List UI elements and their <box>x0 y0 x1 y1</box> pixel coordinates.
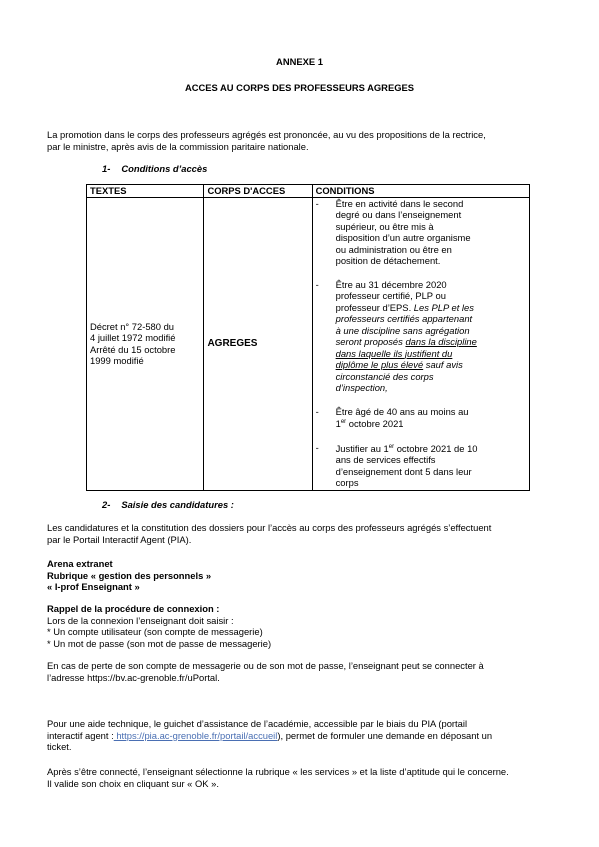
condition-line: disposition d’un autre organisme <box>335 232 471 243</box>
condition-item-services <box>316 442 526 489</box>
condition-item-activite <box>316 198 526 267</box>
cell-conditions <box>312 197 529 490</box>
condition-item-age <box>316 406 526 430</box>
section-title: Conditions d’accès <box>121 163 208 174</box>
condition-line: Être âgé de 40 ans au moins au <box>335 405 469 417</box>
annex-label: ANNEXE 1 <box>276 56 323 67</box>
condition-line: ans de services effectifs <box>335 454 436 466</box>
perte-line: l’adresse https://bv.ac-grenoble.fr/uPortal. <box>47 671 220 683</box>
aide-line: Pour une aide technique, le guichet d’assistance de l’académie, accessible par le biais du PIA (portail <box>47 718 468 729</box>
table-header-row <box>87 185 530 198</box>
ordinal-suffix: er <box>340 419 347 425</box>
section-number: 2- <box>102 499 111 510</box>
saisie-line: par le Portail Interactif Agent (PIA). <box>47 533 192 545</box>
condition-underlined: diplôme le plus élevé <box>335 359 424 370</box>
arena-line: Rubrique « gestion des personnels » <box>47 569 212 581</box>
arena-line: « I-prof Enseignant » <box>47 581 140 592</box>
bullet-dash: - <box>315 197 319 209</box>
arena-line: Arena extranet <box>47 558 113 569</box>
condition-line: d’enseignement dont 5 dans leur <box>335 465 472 477</box>
rappel-title: Rappel de la procédure de connexion : <box>47 603 220 614</box>
section-heading-saisie <box>102 499 234 511</box>
ordinal-suffix: er <box>388 443 395 450</box>
condition-item-grade <box>316 279 526 394</box>
condition-italic: sauf avis <box>425 359 463 370</box>
condition-line: octobre 2021 de 10 <box>394 442 478 454</box>
column-header-corps: CORPS D'ACCES <box>204 185 312 198</box>
aide-paragraph <box>47 718 492 753</box>
textes-line: 1999 modifié <box>90 355 144 367</box>
section-title: Saisie des candidatures : <box>121 499 234 510</box>
arena-block <box>47 558 211 593</box>
perte-paragraph <box>47 660 484 683</box>
perte-line: En cas de perte de son compte de messagerie ou de son mot de passe, l’enseignant peut se connecter à <box>47 660 484 671</box>
rappel-line: Lors de la connexion l’enseignant doit saisir : <box>47 614 234 626</box>
condition-italic: circonstancié des corps <box>335 370 434 382</box>
condition-line: Être en activité dans le second <box>335 197 464 209</box>
saisie-line: Les candidatures et la constitution des dossiers pour l’accès au corps des professeurs agrégés s’effectuent <box>47 522 492 533</box>
intro-line: La promotion dans le corps des professeurs agrégés est prononcée, au vu des propositions de la rectrice, <box>47 129 486 140</box>
bullet-dash: - <box>315 405 319 417</box>
aide-line: ), permet de formuler une demande en déposant un <box>277 729 493 741</box>
condition-line: professeur d’EPS. <box>335 301 412 313</box>
final-paragraph <box>47 766 509 789</box>
condition-line: professeur certifié, PLP ou <box>335 290 446 301</box>
column-header-conditions: CONDITIONS <box>312 185 529 198</box>
textes-line: 4 juillet 1972 modifié <box>90 332 176 344</box>
condition-italic: à une discipline sans agrégation <box>335 324 470 336</box>
saisie-paragraph <box>47 522 491 545</box>
page-title: ACCES AU CORPS DES PROFESSEURS AGREGES <box>184 82 415 93</box>
condition-line: supérieur, ou être mis à <box>335 220 434 232</box>
condition-line: corps <box>335 477 359 489</box>
condition-underlined: dans la discipline <box>405 336 477 347</box>
condition-line: octobre 2021 <box>346 418 404 430</box>
conditions-table <box>86 184 530 491</box>
condition-line: Être au 31 décembre 2020 <box>335 278 447 290</box>
textes-line: Arrêté du 15 octobre <box>90 343 176 355</box>
table-row <box>87 197 530 490</box>
condition-line: degré ou dans l’enseignement <box>335 209 462 220</box>
bullet-dash: - <box>315 278 319 290</box>
condition-italic: d’inspection, <box>335 382 388 393</box>
textes-line: Décret n° 72-580 du <box>90 320 175 332</box>
column-header-textes: TEXTES <box>87 185 204 198</box>
condition-line: 1 <box>335 418 341 430</box>
pia-link[interactable]: https://pia.ac-grenoble.fr/portail/accueil <box>113 729 278 741</box>
condition-italic: professeurs certifiés appartenant <box>335 313 473 324</box>
condition-underlined: dans laquelle ils justifient du <box>335 347 453 359</box>
intro-line: par le ministre, après avis de la commission paritaire nationale. <box>47 140 309 152</box>
condition-line: Justifier au 1 <box>335 442 389 454</box>
aide-line: ticket. <box>47 741 72 752</box>
rappel-line: * Un compte utilisateur (son compte de messagerie) <box>47 626 263 637</box>
condition-line: position de détachement. <box>335 255 441 266</box>
condition-line: ou administration ou être en <box>335 243 452 255</box>
intro-paragraph <box>47 129 486 152</box>
rappel-line: * Un mot de passe (son mot de passe de messagerie) <box>47 637 272 649</box>
condition-italic: seront proposés <box>335 336 403 347</box>
rappel-block <box>47 603 271 649</box>
condition-italic: Les PLP et les <box>413 301 474 313</box>
section-number: 1- <box>102 163 111 174</box>
bullet-dash: - <box>315 441 319 453</box>
final-line: Il valide son choix en cliquant sur « OK ». <box>47 777 219 789</box>
cell-corps: AGREGES <box>204 197 312 490</box>
final-line: Après s’être connecté, l’enseignant sélectionne la rubrique « les services » et la liste d’aptitude qui le concerne. <box>47 766 509 777</box>
aide-line: interactif agent : <box>47 729 114 741</box>
cell-textes <box>87 197 204 490</box>
section-heading-conditions <box>102 163 207 175</box>
